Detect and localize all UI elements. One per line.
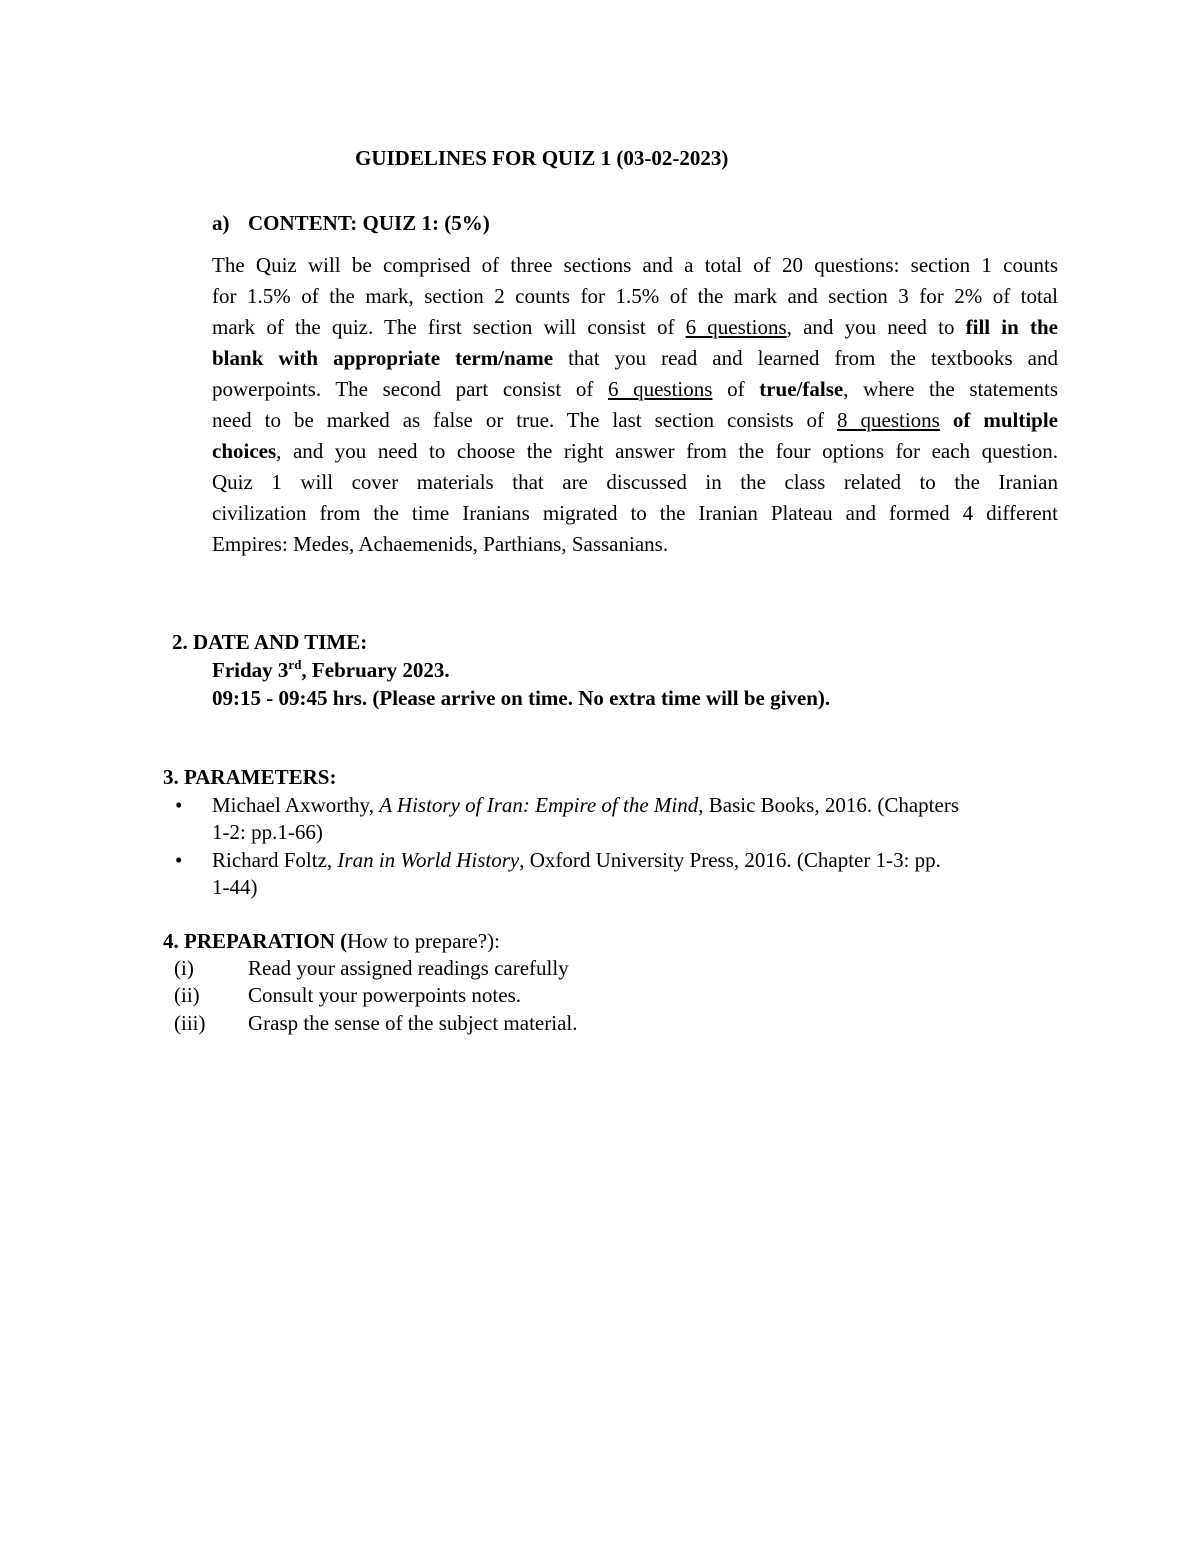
date-rest: , February 2023. — [301, 658, 450, 682]
section-a-number: a) — [212, 211, 230, 235]
heading-rest: How to prepare?): — [347, 929, 500, 953]
section-a-heading: CONTENT: QUIZ 1: (5%) — [248, 211, 490, 235]
list-number: (i) — [174, 956, 194, 980]
paragraph-line — [212, 410, 1058, 431]
bold-text: blank with appropriate term/name — [212, 346, 554, 370]
reference-item — [212, 795, 959, 816]
reference-title: A History of Iran: Empire of the Mind — [379, 793, 699, 817]
text-run: that you read and learned from the textbooks and — [553, 346, 1058, 370]
section-2-heading: 2. DATE AND TIME: — [172, 630, 368, 654]
reference-details: , Oxford University Press, 2016. (Chapter 1-3: pp. — [519, 848, 941, 872]
text-run: Quiz 1 will cover materials that are discussed in the class related to the Iranian — [212, 470, 1058, 494]
text-run: , and you need to — [786, 315, 966, 339]
reference-continuation: 1-2: pp.1-66) — [212, 820, 323, 844]
text-run: for 1.5% of the mark, section 2 counts for 1.5% of the mark and section 3 for 2% of total — [212, 284, 1058, 308]
reference-item — [212, 850, 941, 871]
quiz-time: 09:15 - 09:45 hrs. (Please arrive on time. No extra time will be given). — [212, 686, 831, 710]
bullet: • — [175, 848, 183, 872]
paragraph-line — [212, 472, 1058, 493]
date-day: Friday 3 — [212, 658, 289, 682]
reference-author: Michael Axworthy, — [212, 793, 380, 817]
paragraph-line — [212, 441, 1058, 462]
paragraph-line — [212, 348, 1058, 369]
reference-author: Richard Foltz, — [212, 848, 338, 872]
document-title: GUIDELINES FOR QUIZ 1 (03-02-2023) — [355, 146, 729, 170]
reference-title: Iran in World History — [337, 848, 520, 872]
bold-text: choices — [212, 439, 277, 463]
section-4-heading — [163, 931, 500, 952]
underlined-text: 6 questions — [685, 315, 787, 339]
text-run: The Quiz will be comprised of three sections and a total of 20 questions: section 1 counts — [212, 253, 1058, 277]
text-run — [940, 408, 953, 432]
text-run: , where the statements — [843, 377, 1058, 401]
section-3-heading: 3. PARAMETERS: — [163, 765, 337, 789]
bold-text: true/false — [759, 377, 844, 401]
paragraph-line — [212, 534, 1058, 555]
heading-bold: 4. PREPARATION ( — [163, 929, 348, 953]
underlined-text: 6 questions — [607, 377, 713, 401]
paragraph-line — [212, 255, 1058, 276]
bullet: • — [175, 793, 183, 817]
paragraph-line — [212, 379, 1058, 400]
reference-continuation: 1-44) — [212, 875, 258, 899]
paragraph-line — [212, 286, 1058, 307]
paragraph-line — [212, 503, 1058, 524]
text-run: mark of the quiz. The first section will consist of — [212, 315, 686, 339]
list-item: Read your assigned readings carefully — [248, 956, 569, 980]
quiz-date — [212, 657, 450, 682]
list-number: (ii) — [174, 983, 200, 1007]
list-item: Consult your powerpoints notes. — [248, 983, 521, 1007]
bold-text: fill in the — [965, 315, 1058, 339]
underlined-text: 8 questions — [837, 408, 940, 432]
bold-text: of multiple — [952, 408, 1059, 432]
text-run: powerpoints. The second part consist of — [212, 377, 608, 401]
text-run: of — [712, 377, 760, 401]
text-run: Empires: Medes, Achaemenids, Parthians, Sassanians. — [212, 532, 669, 556]
date-ordinal: rd — [288, 657, 302, 672]
reference-details: , Basic Books, 2016. (Chapters — [698, 793, 959, 817]
list-number: (iii) — [174, 1011, 206, 1035]
text-run: , and you need to choose the right answer from the four options for each question. — [276, 439, 1058, 463]
paragraph-line — [212, 317, 1058, 338]
text-run: need to be marked as false or true. The last section consists of — [212, 408, 838, 432]
list-item: Grasp the sense of the subject material. — [248, 1011, 578, 1035]
text-run: civilization from the time Iranians migrated to the Iranian Plateau and formed 4 different — [212, 501, 1058, 525]
